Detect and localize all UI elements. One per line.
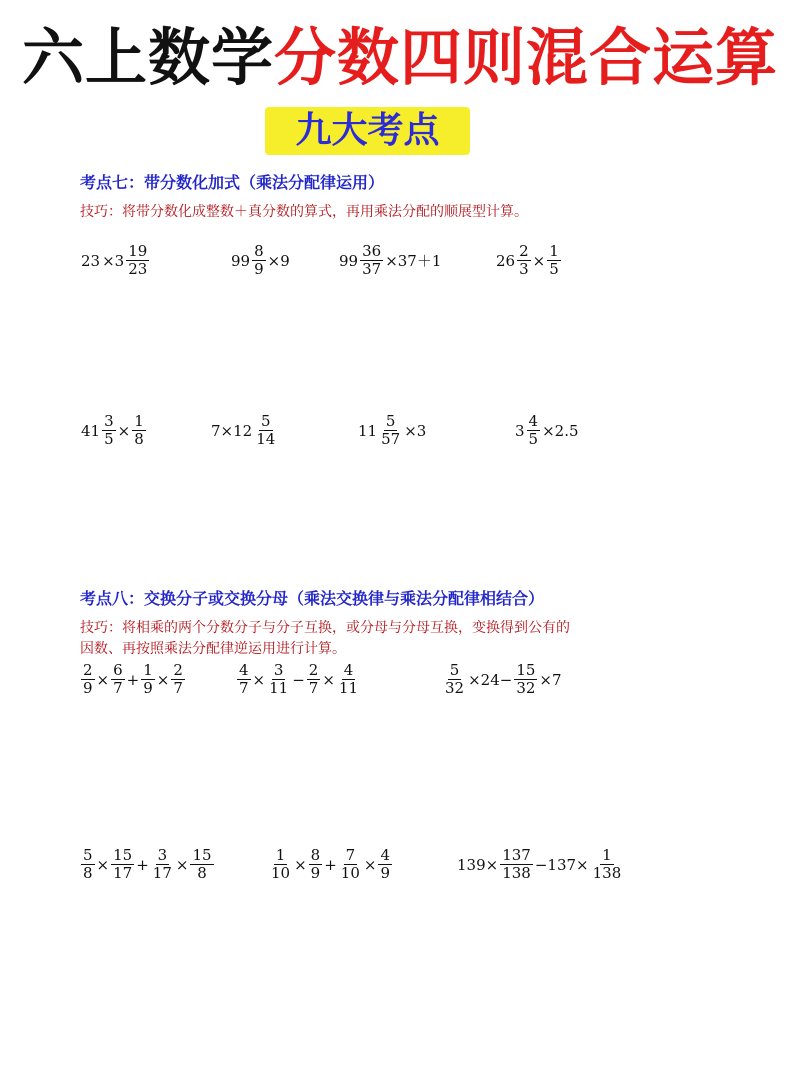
fraction [360, 243, 383, 278]
operator: ×24− [468, 670, 513, 689]
operator: × [294, 855, 307, 874]
numerator: 19 [128, 242, 148, 260]
operator: × [252, 670, 266, 689]
numerator: 1 [143, 661, 153, 679]
whole: 99 [339, 251, 359, 270]
fraction [443, 662, 466, 697]
fraction [254, 413, 277, 448]
fraction [379, 413, 402, 448]
fraction [102, 413, 116, 448]
numerator: 15 [516, 661, 536, 679]
fraction [337, 662, 360, 697]
denominator: 10 [271, 864, 291, 882]
numerator: 4 [380, 846, 391, 864]
numerator: 2 [308, 661, 319, 679]
operator: × [363, 855, 377, 874]
denominator: 3 [519, 260, 529, 278]
fraction [252, 243, 266, 278]
numerator: 3 [273, 661, 284, 679]
numerator: 5 [260, 412, 271, 430]
denominator: 9 [83, 679, 93, 697]
problem-8-5 [268, 847, 393, 882]
numerator: 137 [502, 846, 531, 864]
fraction [307, 662, 321, 697]
whole: 41 [81, 421, 101, 440]
fraction [547, 243, 561, 278]
fraction [111, 662, 125, 697]
numerator: 4 [528, 412, 539, 430]
term: 139× [457, 855, 499, 874]
numerator: 1 [275, 846, 286, 864]
section-8-tip-line-1: 技巧：将相乘的两个分数分子与分子互换，或分母与分母互换，变换得到公有的 [80, 620, 570, 636]
problem-7-2 [230, 243, 291, 278]
section-8-tip-line-2: 因数、再按照乘法分配律逆运用进行计算。 [80, 641, 346, 657]
operator: × [156, 670, 170, 689]
denominator: 9 [143, 679, 153, 697]
numerator: 5 [83, 846, 93, 864]
fraction [500, 847, 533, 882]
operator: × [96, 670, 110, 689]
numerator: 36 [362, 242, 382, 260]
denominator: 11 [269, 679, 289, 697]
title-black-part: 六上数学 [21, 21, 274, 94]
fraction [132, 413, 146, 448]
term: 23 [81, 251, 101, 270]
problem-7-1 [80, 243, 150, 278]
denominator: 11 [338, 679, 359, 697]
operator: × [117, 421, 131, 440]
section-8-heading: 考点八：交换分子或交换分母（乘法交换律与乘法分配律相结合） [80, 589, 545, 608]
denominator: 7 [113, 679, 123, 697]
operator: + [324, 855, 337, 874]
fraction [171, 662, 185, 697]
term: 7×12 [211, 421, 253, 440]
denominator: 5 [528, 430, 539, 448]
denominator: 23 [128, 260, 148, 278]
numerator: 5 [449, 661, 460, 679]
denominator: 9 [310, 864, 321, 882]
problem-8-1 [80, 662, 186, 697]
fraction [111, 847, 134, 882]
denominator: 57 [381, 430, 401, 448]
problem-8-6 [456, 847, 624, 882]
operator: ×9 [267, 251, 290, 270]
fraction [81, 662, 95, 697]
problem-8-2 [236, 662, 361, 697]
numerator: 6 [113, 661, 123, 679]
fraction [517, 243, 531, 278]
numerator: 1 [602, 846, 612, 864]
problem-7-4 [495, 243, 562, 278]
denominator: 8 [83, 864, 93, 882]
whole: 11 [358, 421, 378, 440]
numerator: 2 [519, 242, 529, 260]
operator: − [292, 670, 305, 689]
operator: ×3 [102, 251, 125, 270]
numerator: 7 [345, 846, 356, 864]
operator: ×2.5 [542, 421, 579, 440]
numerator: 4 [239, 661, 249, 679]
fraction [151, 847, 174, 882]
numerator: 15 [113, 846, 133, 864]
denominator: 138 [592, 864, 622, 882]
fraction [309, 847, 323, 882]
whole: 99 [231, 251, 251, 270]
numerator: 2 [173, 661, 183, 679]
operator: −137× [534, 855, 589, 874]
fraction [527, 413, 541, 448]
denominator: 9 [380, 864, 391, 882]
fraction [339, 847, 362, 882]
operator: × [532, 251, 546, 270]
problem-7-5 [80, 413, 147, 448]
title-red-part: 分数四则混合运算 [274, 21, 779, 94]
operator: ×7 [539, 670, 562, 689]
operator: + [136, 855, 149, 874]
fraction [378, 847, 392, 882]
numerator: 8 [254, 242, 264, 260]
denominator: 32 [445, 679, 465, 697]
denominator: 8 [134, 430, 144, 448]
denominator: 8 [197, 864, 207, 882]
denominator: 5 [549, 260, 559, 278]
fraction [81, 847, 95, 882]
numerator: 5 [385, 412, 396, 430]
operator: + [126, 670, 140, 689]
fraction [237, 662, 251, 697]
problem-7-7 [357, 413, 427, 448]
numerator: 3 [104, 412, 114, 430]
whole: 26 [496, 251, 516, 270]
denominator: 37 [362, 260, 382, 278]
denominator: 7 [173, 679, 183, 697]
problem-8-3 [442, 662, 563, 697]
numerator: 15 [192, 846, 212, 864]
numerator: 1 [134, 412, 144, 430]
operator: × [175, 855, 189, 874]
denominator: 17 [152, 864, 172, 882]
operator: ×37＋1 [385, 252, 442, 270]
operator: × [96, 855, 110, 874]
fraction [269, 847, 292, 882]
denominator: 10 [340, 864, 360, 882]
operator: ×3 [404, 421, 427, 440]
problem-8-4 [80, 847, 215, 882]
fraction [190, 847, 213, 882]
fraction [267, 662, 290, 697]
subtitle-badge: 九大考点 [265, 107, 470, 155]
numerator: 4 [343, 661, 354, 679]
denominator: 17 [113, 864, 133, 882]
numerator: 3 [157, 846, 168, 864]
operator: × [322, 670, 335, 689]
whole: 3 [515, 421, 525, 440]
denominator: 14 [256, 430, 276, 448]
numerator: 2 [83, 661, 93, 679]
denominator: 7 [239, 679, 249, 697]
denominator: 5 [104, 430, 114, 448]
denominator: 9 [254, 260, 264, 278]
page-title [0, 18, 800, 98]
problem-7-3 [338, 243, 442, 278]
problem-7-6 [210, 413, 278, 448]
denominator: 32 [516, 679, 536, 697]
fraction [141, 662, 155, 697]
denominator: 7 [308, 679, 319, 697]
fraction [591, 847, 624, 882]
denominator: 138 [502, 864, 531, 882]
fraction [514, 662, 537, 697]
problem-7-8 [514, 413, 580, 448]
numerator: 1 [549, 242, 559, 260]
fraction [126, 243, 149, 278]
section-7-heading: 考点七：带分数化加式（乘法分配律运用） [80, 173, 385, 192]
numerator: 8 [310, 846, 321, 864]
section-7-tip: 技巧：将带分数化成整数＋真分数的算式，再用乘法分配的顺展型计算。 [80, 204, 528, 220]
